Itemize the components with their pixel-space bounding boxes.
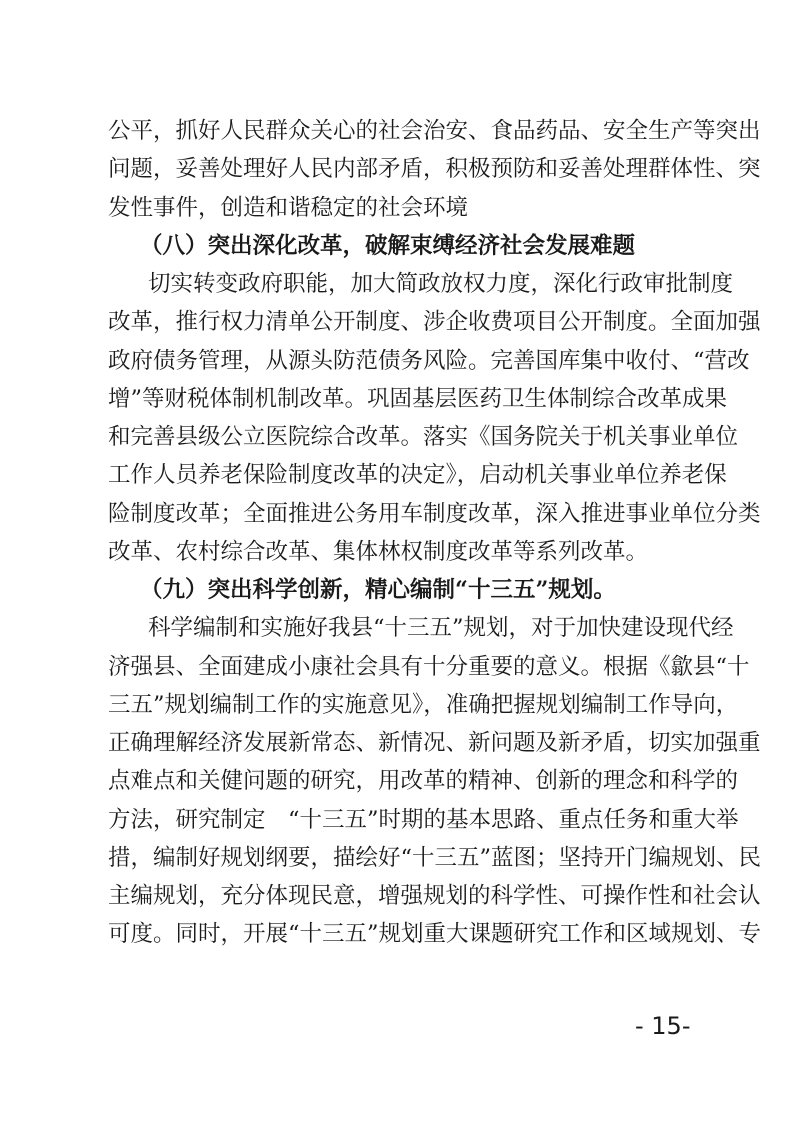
body-line-2: 问题，妥善处理好人民内部矛盾，积极预防和妥善处理群体性、突: [108, 156, 761, 182]
body-line-21: 主编规划，充分体现民意，增强规划的科学性、可操作性和社会认: [108, 883, 761, 909]
body-line-1: 公平，抓好人民群众关心的社会治安、食品药品、安全生产等突出: [108, 118, 761, 144]
body-line-3: 发性事件，创造和谐稳定的社会环境: [108, 195, 469, 221]
page-number: - 15-: [635, 1012, 691, 1040]
body-line-8: 增”等财税体制机制改革。巩固基层医药卫生体制综合改革成果: [108, 386, 728, 412]
body-line-5: 切实转变政府职能，加大简政放权力度，深化行政审批制度: [148, 271, 734, 297]
body-line-19: 方法，研究制定 “十三五”时期的基本思路、重点任务和重大举: [108, 807, 739, 833]
body-line-16: 三五”规划编制工作的实施意见》，准确把握规划编制工作导向，: [108, 692, 739, 718]
body-line-7: 政府债务管理，从源头防范债务风险。完善国库集中收付、“营改: [108, 348, 750, 374]
body-line-11: 险制度改革；全面推进公务用车制度改革，深入推进事业单位分类: [108, 501, 761, 527]
section-heading-9: （九）突出科学创新，精心编制“十三五”规划。: [140, 577, 616, 603]
body-line-15: 济强县、全面建成小康社会具有十分重要的意义。根据《歙县“十: [108, 654, 750, 680]
body-line-17: 正确理解经济发展新常态、新情况、新问题及新矛盾，切实加强重: [108, 730, 761, 756]
body-line-20: 措，编制好规划纲要，描绘好“十三五”蓝图；坚持开门编规划、民: [108, 845, 762, 871]
body-line-14: 科学编制和实施好我县“十三五”规划，对于加快建设现代经: [148, 615, 734, 641]
body-line-12: 改革、农村综合改革、集体林权制度改革等系列改革。: [108, 539, 649, 565]
section-heading-8: （八）突出深化改革，破解束缚经济社会发展难题: [140, 233, 636, 259]
body-line-6: 改革，推行权力清单公开制度、涉企收费项目公开制度。全面加强: [108, 309, 761, 335]
body-line-18: 点难点和关健问题的研究，用改革的精神、创新的理念和科学的: [108, 768, 739, 794]
body-line-10: 工作人员养老保险制度改革的决定》，启动机关事业单位养老保: [108, 462, 727, 488]
body-line-22: 可度。同时，开展“十三五”规划重大课题研究工作和区域规划、专: [108, 921, 762, 947]
body-line-9: 和完善县级公立医院综合改革。落实《国务院关于机关事业单位: [108, 424, 739, 450]
